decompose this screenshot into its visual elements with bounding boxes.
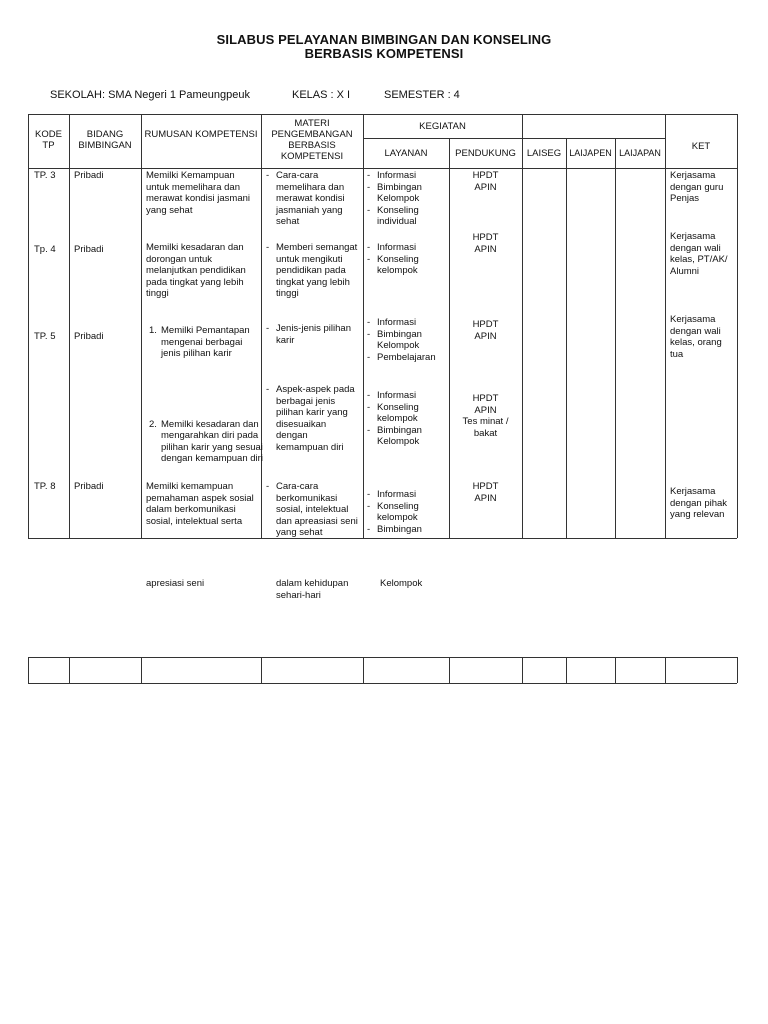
pendukung-item: HPDT bbox=[472, 232, 499, 243]
row3-bidang: Pribadi bbox=[74, 331, 104, 342]
row5-pendukung bbox=[449, 481, 522, 504]
row4-pendukung bbox=[449, 393, 522, 439]
row2-ket: Kerjasama dengan wali kelas, PT/AK/ Alumni bbox=[670, 231, 728, 277]
row2-layanan bbox=[366, 242, 448, 277]
row1-bidang: Pribadi bbox=[74, 170, 104, 181]
row2-rumusan: Memilki kesadaran dan dorongan untuk melanjutkan pendidikan pada tingkat yang lebih tinggi bbox=[146, 242, 246, 299]
row3-ket: Kerjasama dengan wali kelas, orang tua bbox=[670, 314, 722, 360]
row3-materi bbox=[265, 323, 360, 346]
col-line bbox=[449, 657, 450, 683]
list-item: - Konseling kelompok bbox=[366, 402, 448, 425]
header-layanan: LAYANAN bbox=[384, 148, 428, 159]
pendukung-item: APIN bbox=[474, 404, 497, 416]
row5-materi bbox=[265, 481, 360, 539]
cont-layanan: Kelompok bbox=[380, 578, 423, 589]
pendukung-item: APIN bbox=[474, 330, 497, 342]
list-item: - Bimbingan Kelompok bbox=[366, 329, 448, 352]
pendukung-item: APIN bbox=[474, 492, 497, 504]
row3-materi-text: - Jenis-jenis pilihan karir bbox=[265, 323, 360, 346]
row5-rumusan: Memilki kemampuan pemahaman aspek sosial dalam berkomunikasi sosial, intelektual serta bbox=[146, 481, 254, 527]
row2-bidang: Pribadi bbox=[74, 244, 104, 255]
document-title-line1: SILABUS PELAYANAN BIMBINGAN DAN KONSELING bbox=[216, 32, 552, 47]
list-item: - Bimbingan bbox=[366, 524, 448, 536]
row3-rumusan bbox=[146, 325, 258, 360]
row2-pendukung bbox=[449, 232, 522, 255]
list-item: - Informasi bbox=[366, 242, 448, 254]
header-rumusan: RUMUSAN KOMPETENSI bbox=[144, 129, 258, 140]
col-line bbox=[737, 657, 738, 683]
col-line bbox=[28, 114, 29, 538]
col-line bbox=[665, 114, 666, 538]
header-ket: KET bbox=[691, 141, 711, 152]
col-line bbox=[69, 114, 70, 538]
cont-border-top bbox=[28, 657, 737, 658]
row5-materi-text: - Cara-cara berkomunikasi sosial, intelektual dan apreasiasi seni yang sehat bbox=[265, 481, 360, 539]
pendukung-item: Tes minat / bakat bbox=[462, 416, 509, 439]
list-item: - Bimbingan Kelompok bbox=[366, 425, 448, 448]
pendukung-item: HPDT bbox=[472, 170, 499, 181]
row5-layanan bbox=[366, 489, 448, 535]
header-pendukung: PENDUKUNG bbox=[455, 148, 516, 159]
col-line bbox=[363, 657, 364, 683]
list-item: - Pembelajaran bbox=[366, 352, 448, 364]
list-item: - Informasi bbox=[366, 170, 448, 182]
row5-kode: TP. 8 bbox=[34, 481, 56, 492]
document-title-line2: BERBASIS KOMPETENSI bbox=[304, 46, 464, 61]
col-line bbox=[522, 657, 523, 683]
row1-rumusan: Memilki Kemampuan untuk memelihara dan merawat kondisi jasmani yang sehat bbox=[146, 170, 251, 216]
row3-kode: TP. 5 bbox=[34, 331, 56, 342]
list-item: - Bimbingan Kelompok bbox=[366, 182, 448, 205]
header-bidang: BIDANG BIMBINGAN bbox=[78, 129, 132, 151]
cont-materi: dalam kehidupan sehari-hari bbox=[276, 578, 349, 601]
header-kegiatan: KEGIATAN bbox=[419, 121, 466, 132]
item-number: 2. bbox=[149, 418, 157, 430]
col-line bbox=[363, 114, 364, 538]
header-laiseg: LAISEG bbox=[526, 148, 562, 159]
table-border-top bbox=[28, 114, 737, 115]
col-line bbox=[665, 657, 666, 683]
col-line bbox=[141, 657, 142, 683]
row5-ket: Kerjasama dengan pihak yang relevan bbox=[670, 486, 728, 520]
row4-rumusan-text: Memilki kesadaran dan mengarahkan diri pada pilihan karir yang sesuai dengan kemampuan diri bbox=[161, 418, 263, 464]
header-materi: MATERI PENGEMBANGAN BERBASIS KOMPETENSI bbox=[271, 118, 353, 162]
row1-layanan bbox=[366, 170, 448, 228]
col-line bbox=[69, 657, 70, 683]
header-laijapan: LAIJAPAN bbox=[619, 148, 661, 158]
list-item: - Informasi bbox=[366, 317, 448, 329]
school-name: SEKOLAH: SMA Negeri 1 Pameungpeuk bbox=[50, 89, 250, 101]
table-border-bottom bbox=[28, 538, 737, 539]
pendukung-item: APIN bbox=[474, 181, 497, 193]
col-line bbox=[737, 114, 738, 538]
row5-bidang: Pribadi bbox=[74, 481, 104, 492]
row3-layanan bbox=[366, 317, 448, 363]
list-item: - Informasi bbox=[366, 489, 448, 501]
row1-pendukung bbox=[449, 170, 522, 193]
row1-kode: TP. 3 bbox=[34, 170, 56, 181]
row1-ket: Kerjasama dengan guru Penjas bbox=[670, 170, 724, 204]
row1-materi bbox=[265, 170, 360, 228]
col-line bbox=[615, 138, 616, 538]
class-label: KELAS : X I bbox=[292, 89, 351, 101]
row4-layanan bbox=[366, 390, 448, 448]
pendukung-item: HPDT bbox=[472, 319, 499, 330]
pendukung-item: HPDT bbox=[472, 393, 499, 404]
row2-materi bbox=[265, 242, 360, 300]
col-line bbox=[566, 657, 567, 683]
item-number: 1. bbox=[149, 325, 157, 336]
row1-materi-text: - Cara-cara memelihara dan merawat kondisi jasmaniah yang sehat bbox=[265, 170, 360, 228]
list-item: - Konseling kelompok bbox=[366, 254, 448, 277]
list-item: - Informasi bbox=[366, 390, 448, 402]
col-line bbox=[261, 657, 262, 683]
row4-materi bbox=[265, 384, 360, 453]
row3-pendukung bbox=[449, 319, 522, 342]
list-item: - Konseling individual bbox=[366, 205, 448, 228]
col-line bbox=[141, 114, 142, 538]
cont-rumusan: apresiasi seni bbox=[146, 578, 205, 589]
row3-rumusan-text: Memilki Pemantapan mengenai berbagai jenis pilihan karir bbox=[161, 325, 250, 359]
row2-materi-text: - Memberi semangat untuk mengikuti pendidikan pada tingkat yang lebih tinggi bbox=[265, 242, 360, 300]
row4-rumusan bbox=[146, 419, 273, 465]
row4-materi-text: - Aspek-aspek pada berbagai jenis pilihan karir yang disesuaikan dengan kemampuan diri bbox=[265, 384, 360, 453]
semester-label: SEMESTER : 4 bbox=[384, 89, 460, 101]
kegiatan-divider bbox=[363, 138, 665, 139]
pendukung-item: APIN bbox=[474, 243, 497, 255]
row2-kode: Tp. 4 bbox=[34, 244, 56, 255]
col-line bbox=[28, 657, 29, 683]
header-kode: KODE TP bbox=[35, 129, 62, 151]
list-item: - Konseling kelompok bbox=[366, 501, 448, 524]
header-bottom-line bbox=[28, 168, 737, 169]
cont-border-bottom bbox=[28, 683, 737, 684]
col-line bbox=[615, 657, 616, 683]
col-line bbox=[261, 114, 262, 538]
col-line bbox=[566, 138, 567, 538]
header-laijapen: LAIJAPEN bbox=[569, 148, 612, 158]
col-line bbox=[522, 114, 523, 538]
pendukung-item: HPDT bbox=[472, 481, 499, 492]
